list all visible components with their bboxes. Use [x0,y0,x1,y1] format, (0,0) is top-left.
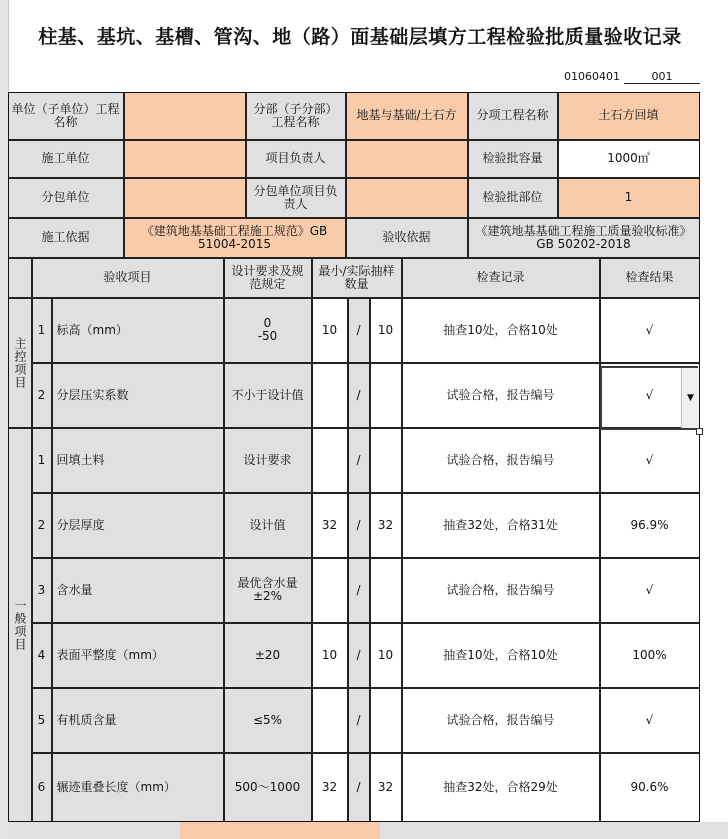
general-row-1-requirement [224,428,312,493]
unit-label: 单位（子单位）工程名称 [8,92,124,140]
contractor-value[interactable] [124,140,246,178]
general-row-6-requirement [224,753,312,822]
general-row-4-actual[interactable]: 10 [370,623,402,688]
main-row-2-result[interactable]: √ [600,363,700,428]
general-row-2-min[interactable]: 32 [312,493,348,558]
basis-value[interactable]: 《建筑地基基础工程施工规范》GB 51004-2015 [124,218,346,258]
col-header-result: 检查结果 [600,258,700,298]
general-row-6-req-top: 500～1000 [234,779,301,794]
general-row-3-name: 含水量 [52,558,224,623]
capacity-value[interactable]: 1000㎡ [558,140,700,178]
general-row-5-req-top: ≤5% [252,712,283,727]
general-row-4-name: 表面平整度（mm） [52,623,224,688]
col-header-item: 验收项目 [32,258,224,298]
general-row-6-slash: / [348,753,370,822]
general-row-1-min[interactable] [312,428,348,493]
general-row-5-slash: / [348,688,370,753]
location-label: 检验批部位 [468,178,558,218]
general-row-6-min[interactable]: 32 [312,753,348,822]
fill-handle[interactable] [696,428,703,435]
general-row-1-record[interactable]: 试验合格，报告编号 [402,428,600,493]
record-code: 01060401 [564,70,620,83]
next-row-input-cell[interactable] [180,822,380,839]
general-row-4-no: 4 [32,623,52,688]
general-row-5-requirement [224,688,312,753]
division-label: 分部（子分部）工程名称 [246,92,346,140]
general-row-3-requirement [224,558,312,623]
main-row-1-min[interactable]: 10 [312,298,348,363]
general-row-5-result[interactable]: √ [600,688,700,753]
general-row-4-min[interactable]: 10 [312,623,348,688]
general-row-4-req-top: ±20 [254,647,281,662]
general-row-2-result[interactable]: 96.9% [600,493,700,558]
subitem-label: 分项工程名称 [468,92,558,140]
dropdown-arrow-icon[interactable]: ▼ [681,368,699,428]
general-row-3-req-top: 最优含水量 [237,576,298,590]
sub-manager-value[interactable] [346,178,468,218]
general-row-2-req-top: 设计值 [249,517,286,532]
main-row-2-record[interactable]: 试验合格，报告编号 [402,363,600,428]
general-row-3-actual[interactable] [370,558,402,623]
basis-label: 施工依据 [8,218,124,258]
general-row-6-name: 辗迹重叠长度（mm） [52,753,224,822]
acceptance-label: 验收依据 [346,218,468,258]
capacity-label: 检验批容量 [468,140,558,178]
subitem-value[interactable]: 土石方回填 [558,92,700,140]
general-row-3-slash: / [348,558,370,623]
main-row-1-slash: / [348,298,370,363]
main-row-2-requirement [224,363,312,428]
general-row-4-record[interactable]: 抽查10处，合格10处 [402,623,600,688]
general-row-5-actual[interactable] [370,688,402,753]
general-row-1-result[interactable]: √ [600,428,700,493]
general-row-5-record[interactable]: 试验合格，报告编号 [402,688,600,753]
general-group-label [8,428,32,822]
col-header-sample: 最小/实际抽样数量 [312,258,402,298]
main-row-1-name: 标高（mm） [52,298,224,363]
main-row-1-req-bottom: -50 [257,329,278,343]
main-row-2-name: 分层压实系数 [52,363,224,428]
general-row-5-min[interactable] [312,688,348,753]
general-group-text: 一般项目 [13,598,27,651]
main-row-2-slash: / [348,363,370,428]
general-row-4-result[interactable]: 100% [600,623,700,688]
main-row-1-no: 1 [32,298,52,363]
main-row-2-min[interactable] [312,363,348,428]
main-row-1-requirement [224,298,312,363]
general-row-1-req-top: 设计要求 [243,452,292,467]
page-title: 柱基、基坑、基槽、管沟、地（路）面基础层填方工程检验批质量验收记录 [38,26,682,48]
record-serial[interactable]: 001 [624,70,700,84]
general-row-6-no: 6 [32,753,52,822]
general-row-1-no: 1 [32,428,52,493]
contractor-label: 施工单位 [8,140,124,178]
general-row-2-record[interactable]: 抽查32处，合格31处 [402,493,600,558]
main-row-2-actual[interactable] [370,363,402,428]
general-row-3-result[interactable]: √ [600,558,700,623]
general-row-6-result[interactable]: 90.6% [600,753,700,822]
general-row-1-name: 回填土料 [52,428,224,493]
main-row-2-req-top: 不小于设计值 [231,387,304,402]
general-row-3-no: 3 [32,558,52,623]
unit-value[interactable] [124,92,246,140]
general-row-2-actual[interactable]: 32 [370,493,402,558]
general-row-2-name: 分层厚度 [52,493,224,558]
general-row-2-no: 2 [32,493,52,558]
location-value[interactable]: 1 [558,178,700,218]
subcontractor-value[interactable] [124,178,246,218]
main-row-1-record[interactable]: 抽查10处，合格10处 [402,298,600,363]
main-row-1-actual[interactable]: 10 [370,298,402,363]
general-row-5-name: 有机质含量 [52,688,224,753]
general-row-2-slash: / [348,493,370,558]
general-row-4-requirement [224,623,312,688]
main-row-1-req-top: 0 [263,316,272,330]
general-row-4-slash: / [348,623,370,688]
main-group-text: 主控项目 [13,336,27,389]
general-row-3-req-bottom: ±2% [252,589,283,603]
general-row-3-record[interactable]: 试验合格，报告编号 [402,558,600,623]
main-group-label [8,298,32,428]
general-row-2-requirement [224,493,312,558]
acceptance-value[interactable]: 《建筑地基基础工程施工质量验收标准》GB 50202-2018 [468,218,700,258]
manager-label: 项目负责人 [246,140,346,178]
general-row-3-min[interactable] [312,558,348,623]
general-row-5-no: 5 [32,688,52,753]
manager-value[interactable] [346,140,468,178]
subcontractor-label: 分包单位 [8,178,124,218]
main-row-2-no: 2 [32,363,52,428]
col-header-record: 检查记录 [402,258,600,298]
general-row-1-slash: / [348,428,370,493]
general-row-6-actual[interactable]: 32 [370,753,402,822]
general-row-1-actual[interactable] [370,428,402,493]
col-header-requirement: 设计要求及规范规定 [224,258,312,298]
division-value[interactable]: 地基与基础/土石方 [346,92,468,140]
group-header-blank [8,258,32,298]
general-row-6-record[interactable]: 抽查32处，合格29处 [402,753,600,822]
main-row-1-result[interactable]: √ [600,298,700,363]
sub-manager-label: 分包单位项目负责人 [246,178,346,218]
inspection-table [8,92,700,822]
